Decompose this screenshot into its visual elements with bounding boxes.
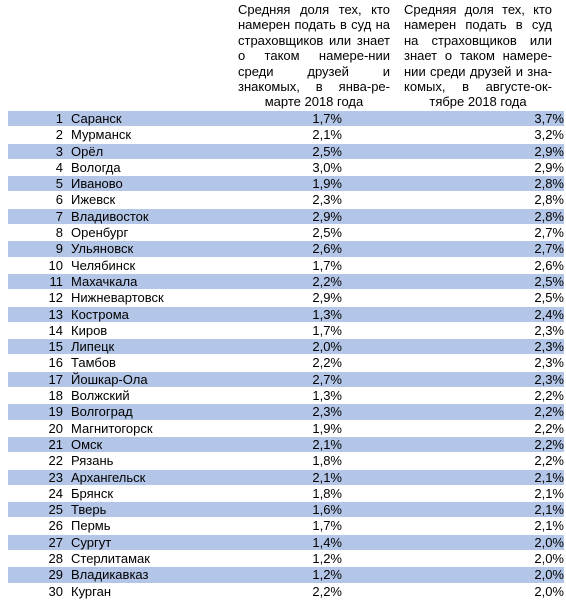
table-row (8, 159, 564, 175)
value-aug-oct: 2,5% (342, 273, 564, 289)
row-number: 21 (8, 436, 71, 452)
value-aug-oct: 2,3% (342, 355, 564, 371)
city-name: Сургут (71, 534, 236, 550)
row-number: 4 (8, 159, 71, 175)
city-name: Липецк (71, 339, 236, 355)
value-jan-mar: 2,2% (236, 583, 342, 599)
value-aug-oct: 2,3% (342, 322, 564, 338)
city-name: Рязань (71, 453, 236, 469)
table-row (8, 485, 564, 501)
value-jan-mar: 1,7% (236, 322, 342, 338)
value-aug-oct: 2,5% (342, 290, 564, 306)
row-number: 23 (8, 469, 71, 485)
value-aug-oct: 2,8% (342, 192, 564, 208)
value-aug-oct: 2,1% (342, 502, 564, 518)
value-jan-mar: 2,5% (236, 225, 342, 241)
value-jan-mar: 1,6% (236, 502, 342, 518)
city-name: Волжский (71, 388, 236, 404)
value-aug-oct: 2,0% (342, 551, 564, 567)
city-name: Махачкала (71, 273, 236, 289)
city-name: Ульяновск (71, 241, 236, 257)
table-row (8, 176, 564, 192)
row-number: 15 (8, 339, 71, 355)
row-number: 29 (8, 567, 71, 583)
value-jan-mar: 2,3% (236, 192, 342, 208)
value-jan-mar: 1,2% (236, 567, 342, 583)
cities-table (8, 111, 564, 600)
table-row (8, 583, 564, 599)
city-name: Нижневартовск (71, 290, 236, 306)
value-aug-oct: 2,4% (342, 306, 564, 322)
value-aug-oct: 2,0% (342, 567, 564, 583)
city-name: Тамбов (71, 355, 236, 371)
table-body (8, 111, 564, 599)
table-row (8, 469, 564, 485)
row-number: 10 (8, 257, 71, 273)
row-number: 27 (8, 534, 71, 550)
value-aug-oct: 2,1% (342, 485, 564, 501)
value-aug-oct: 2,0% (342, 583, 564, 599)
table-row (8, 192, 564, 208)
value-jan-mar: 2,7% (236, 371, 342, 387)
value-jan-mar: 2,1% (236, 469, 342, 485)
value-aug-oct: 2,3% (342, 339, 564, 355)
city-name: Киров (71, 322, 236, 338)
row-number: 13 (8, 306, 71, 322)
value-aug-oct: 2,2% (342, 420, 564, 436)
value-jan-mar: 1,2% (236, 551, 342, 567)
value-jan-mar: 1,7% (236, 518, 342, 534)
table-row (8, 306, 564, 322)
row-number: 1 (8, 111, 71, 127)
row-number: 7 (8, 208, 71, 224)
value-aug-oct: 2,7% (342, 225, 564, 241)
value-aug-oct: 3,7% (342, 111, 564, 127)
value-jan-mar: 1,3% (236, 388, 342, 404)
row-number: 9 (8, 241, 71, 257)
row-number: 11 (8, 273, 71, 289)
value-jan-mar: 2,9% (236, 290, 342, 306)
table-row (8, 257, 564, 273)
table-row (8, 404, 564, 420)
value-aug-oct: 2,0% (342, 534, 564, 550)
row-number: 17 (8, 371, 71, 387)
row-number: 6 (8, 192, 71, 208)
value-jan-mar: 1,9% (236, 420, 342, 436)
table-row (8, 208, 564, 224)
table-row (8, 551, 564, 567)
table-row (8, 436, 564, 452)
value-aug-oct: 2,3% (342, 371, 564, 387)
value-jan-mar: 2,9% (236, 208, 342, 224)
city-name: Владивосток (71, 208, 236, 224)
value-jan-mar: 2,2% (236, 355, 342, 371)
value-jan-mar: 1,8% (236, 453, 342, 469)
table-row (8, 388, 564, 404)
city-name: Йошкар-Ола (71, 371, 236, 387)
row-number: 28 (8, 551, 71, 567)
row-number: 24 (8, 485, 71, 501)
city-name: Вологда (71, 159, 236, 175)
table-row (8, 290, 564, 306)
value-jan-mar: 2,1% (236, 436, 342, 452)
table-row (8, 518, 564, 534)
table-row (8, 567, 564, 583)
row-number: 19 (8, 404, 71, 420)
city-name: Ижевск (71, 192, 236, 208)
table-row (8, 534, 564, 550)
table-header (0, 0, 566, 110)
row-number: 3 (8, 143, 71, 159)
value-aug-oct: 2,8% (342, 176, 564, 192)
city-name: Курган (71, 583, 236, 599)
value-jan-mar: 2,0% (236, 339, 342, 355)
value-jan-mar: 2,6% (236, 241, 342, 257)
value-aug-oct: 2,2% (342, 404, 564, 420)
city-name: Мурманск (71, 127, 236, 143)
table-row (8, 225, 564, 241)
city-name: Магнитогорск (71, 420, 236, 436)
value-aug-oct: 2,7% (342, 241, 564, 257)
table-row (8, 322, 564, 338)
table-row (8, 111, 564, 127)
value-aug-oct: 2,9% (342, 159, 564, 175)
value-jan-mar: 2,1% (236, 127, 342, 143)
value-aug-oct: 2,6% (342, 257, 564, 273)
value-jan-mar: 3,0% (236, 159, 342, 175)
value-jan-mar: 1,9% (236, 176, 342, 192)
city-name: Владикавказ (71, 567, 236, 583)
header-aug-oct: Средняя доля тех, кто намерен подать в суд на страховщиков или знает о таком намере-нии среди друзей и зна-комых, в августе-ок-тябре 2018 года (404, 2, 552, 110)
value-aug-oct: 2,8% (342, 208, 564, 224)
header-jan-mar: Средняя доля тех, кто намерен подать в суд на страховщиков или знает о таком намере-нии среди друзей и знакомых, в янва-ре-марте 2018 года (238, 2, 390, 110)
city-name: Омск (71, 436, 236, 452)
city-name: Орёл (71, 143, 236, 159)
value-jan-mar: 1,3% (236, 306, 342, 322)
city-name: Пермь (71, 518, 236, 534)
city-name: Оренбург (71, 225, 236, 241)
city-name: Волгоград (71, 404, 236, 420)
row-number: 12 (8, 290, 71, 306)
row-number: 5 (8, 176, 71, 192)
value-aug-oct: 2,1% (342, 518, 564, 534)
value-aug-oct: 3,2% (342, 127, 564, 143)
row-number: 22 (8, 453, 71, 469)
table-row (8, 453, 564, 469)
table-row (8, 143, 564, 159)
value-jan-mar: 1,4% (236, 534, 342, 550)
value-jan-mar: 1,8% (236, 485, 342, 501)
table-row (8, 241, 564, 257)
city-name: Саранск (71, 111, 236, 127)
value-aug-oct: 2,1% (342, 469, 564, 485)
city-name: Тверь (71, 502, 236, 518)
city-name: Брянск (71, 485, 236, 501)
city-name: Стерлитамак (71, 551, 236, 567)
value-jan-mar: 2,5% (236, 143, 342, 159)
city-name: Кострома (71, 306, 236, 322)
value-aug-oct: 2,2% (342, 453, 564, 469)
row-number: 26 (8, 518, 71, 534)
table-row (8, 420, 564, 436)
table-row (8, 273, 564, 289)
table-row (8, 502, 564, 518)
row-number: 14 (8, 322, 71, 338)
value-aug-oct: 2,2% (342, 436, 564, 452)
row-number: 16 (8, 355, 71, 371)
value-jan-mar: 1,7% (236, 111, 342, 127)
value-jan-mar: 2,3% (236, 404, 342, 420)
value-jan-mar: 2,2% (236, 273, 342, 289)
table-row (8, 355, 564, 371)
city-name: Архангельск (71, 469, 236, 485)
row-number: 30 (8, 583, 71, 599)
city-name: Иваново (71, 176, 236, 192)
row-number: 8 (8, 225, 71, 241)
row-number: 18 (8, 388, 71, 404)
city-name: Челябинск (71, 257, 236, 273)
table-row (8, 127, 564, 143)
row-number: 2 (8, 127, 71, 143)
table-row (8, 371, 564, 387)
row-number: 25 (8, 502, 71, 518)
value-aug-oct: 2,2% (342, 388, 564, 404)
value-jan-mar: 1,7% (236, 257, 342, 273)
row-number: 20 (8, 420, 71, 436)
value-aug-oct: 2,9% (342, 143, 564, 159)
table-row (8, 339, 564, 355)
